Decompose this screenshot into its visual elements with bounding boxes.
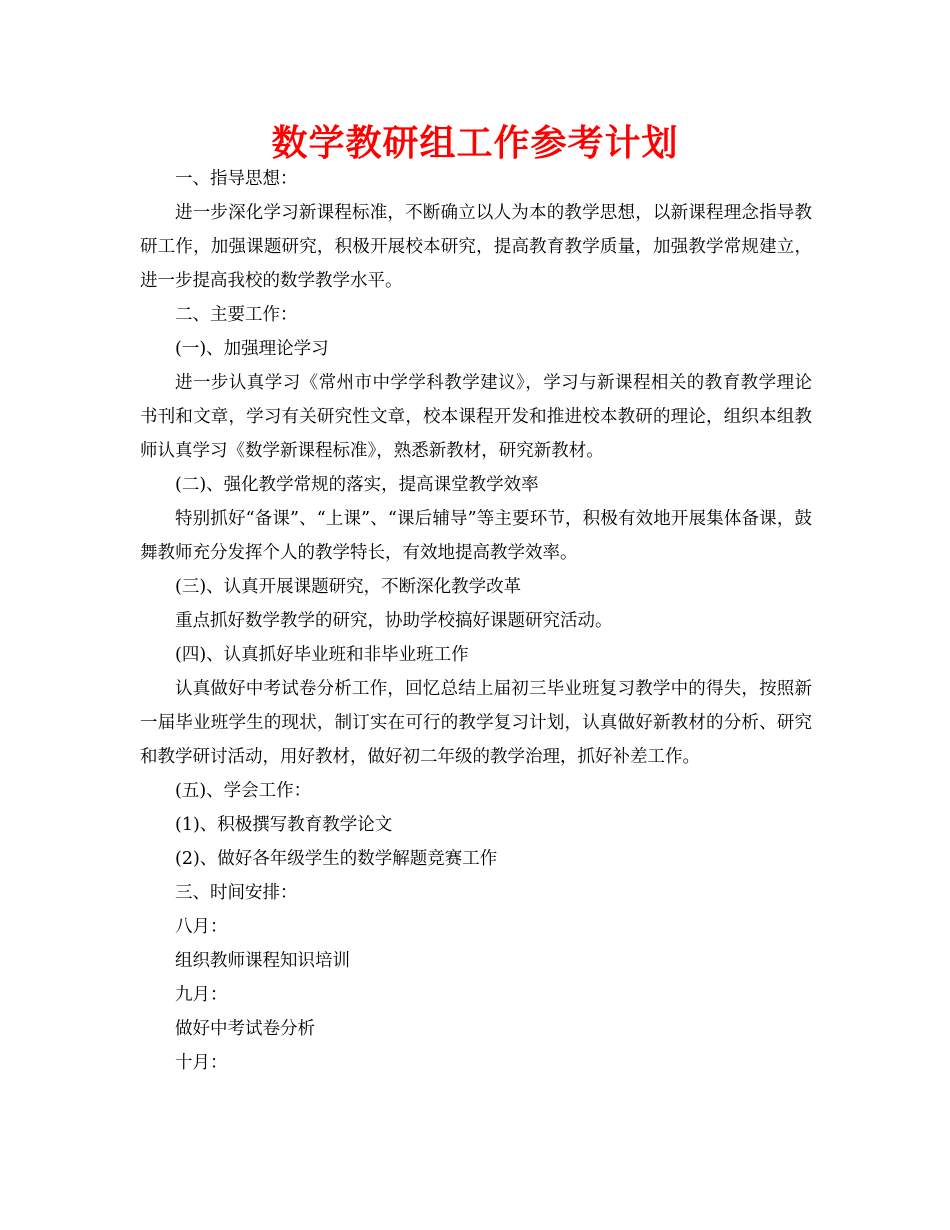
paragraph-research-topics: 重点抓好数学教学的研究，协助学校搞好课题研究活动。 — [175, 611, 613, 631]
subheading-research-topics: (三)、认真开展课题研究，不断深化教学改革 — [175, 577, 522, 597]
subheading-society-work: (五)、学会工作： — [175, 781, 312, 801]
subheading-theory-study: (一)、加强理论学习 — [175, 339, 329, 359]
subheading-teaching-routine: (二)、强化教学常规的落实，提高课堂教学效率 — [175, 475, 539, 495]
paragraph-guiding-thought: 进一步深化学习新课程标准，不断确立以人为本的教学思想，以新课程理念指导教研工作，加强课题研究，积极开展校本研究，提高教育教学质量，加强教学常规建立，进一步提高我校的数学教学水平。 — [140, 203, 812, 291]
paragraph-teaching-routine: 特别抓好“备课”、“上课”、“课后辅导”等主要环节，积极有效地开展集体备课，鼓舞教师充分发挥个人的教学特长，有效地提高教学效率。 — [140, 509, 812, 563]
document-title: 数学教研组工作参考计划 — [271, 123, 679, 164]
section-heading-main-work: 二、主要工作： — [175, 305, 298, 325]
section-heading-guiding-thought: 一、指导思想： — [175, 169, 298, 189]
section-heading-schedule: 三、时间安排： — [175, 883, 298, 903]
schedule-month-august: 八月： — [175, 917, 228, 937]
schedule-task-september: 做好中考试卷分析 — [175, 1019, 315, 1039]
schedule-task-august: 组织教师课程知识培训 — [175, 951, 350, 971]
schedule-month-september: 九月： — [175, 985, 228, 1005]
schedule-month-october: 十月： — [175, 1053, 228, 1073]
paragraph-graduating-classes: 认真做好中考试卷分析工作，回忆总结上届初三毕业班复习教学中的得失，按照新一届毕业班学生的现状，制订实在可行的教学复习计划，认真做好新教材的分析、研究和教学研讨活动，用好教材，做好初二年级的教学治理，抓好补差工作。 — [140, 679, 812, 767]
list-item-papers: (1)、积极撰写教育教学论文 — [175, 815, 393, 835]
list-item-competition: (2)、做好各年级学生的数学解题竞赛工作 — [175, 849, 498, 869]
subheading-graduating-classes: (四)、认真抓好毕业班和非毕业班工作 — [175, 645, 469, 665]
paragraph-theory-study: 进一步认真学习《常州市中学学科教学建议》，学习与新课程相关的教育教学理论书刊和文章，学习有关研究性文章，校本课程开发和推进校本教研的理论，组织本组教师认真学习《数学新课程标准》，熟悉新教材，研究新教材。 — [140, 373, 812, 461]
document-body — [140, 162, 812, 1080]
